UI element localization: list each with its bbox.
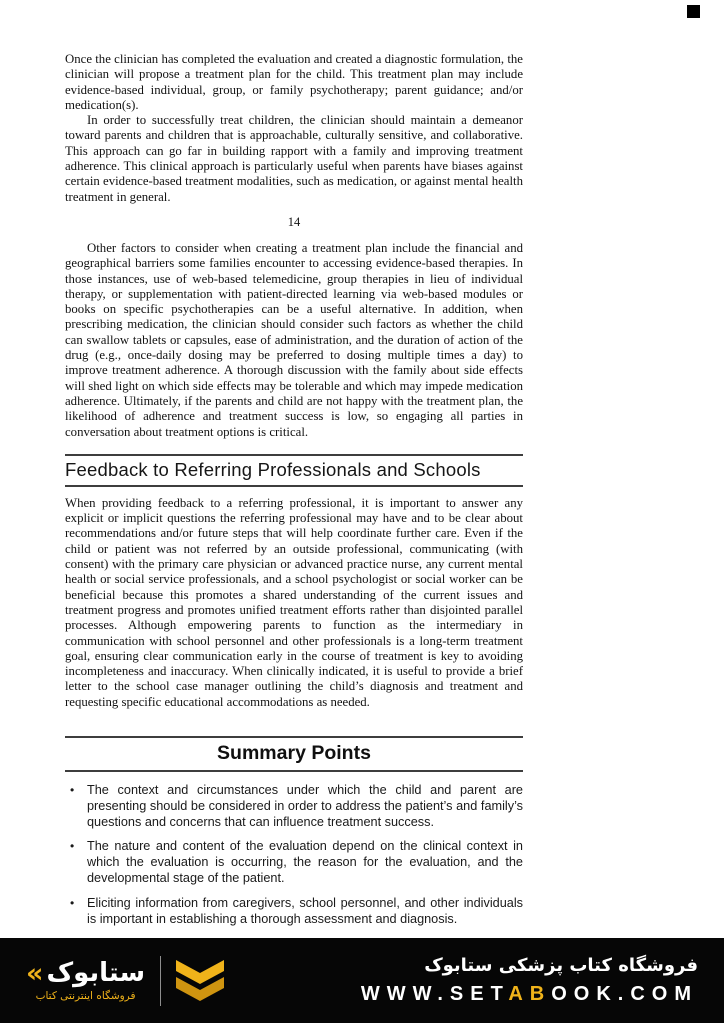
footer-text-group <box>361 955 698 1006</box>
url-segment: WWW.SET <box>360 983 509 1005</box>
feedback-section-heading <box>65 454 523 487</box>
summary-points-heading <box>65 736 523 772</box>
store-name: فروشگاه کتاب پزشکی ستابوک <box>424 955 698 976</box>
summary-point-text: The context and circumstances under which the child and parent are presenting should be considered in order to address the patient’s and family’s questions and concerns that can influence treatment success. <box>87 782 523 829</box>
section-heading-text: Feedback to Referring Professionals and Schools <box>65 458 481 480</box>
page-content <box>65 52 523 936</box>
body-paragraph: Once the clinician has completed the evaluation and created a diagnostic formulation, the clinician will propose a treatment plan for the child. This treatment plan may include evidence-based individual, group, or family psychotherapy; parent guidance; and/or medication(s). <box>65 52 523 112</box>
url-segment: OOK.COM <box>551 983 698 1005</box>
footer-logo-group <box>26 956 224 1006</box>
summary-points-list <box>65 783 523 927</box>
url-segment: B <box>529 983 552 1005</box>
bullet-icon: • <box>70 782 75 797</box>
bullet-icon: • <box>70 895 75 910</box>
logo-tagline: فروشگاه اینترنتی کتاب <box>35 990 136 1003</box>
bullet-icon: • <box>70 839 75 854</box>
summary-point-item <box>70 783 523 830</box>
page-number: 14 <box>287 214 301 229</box>
body-paragraph: Other factors to consider when creating a treatment plan include the financial and geographical barriers some families encounter to accessing evidence-based therapies. In those instances, use of web-based telemedicine, group therapies in lieu of individual therapy, or supplementation with patient-directed learning via web-based modules or books on specific psychotherapies can be a useful alternative. In addition, when prescribing medication, the clinician should consider such factors as whether the child can swallow tablets or capsules, ease of administration, and the duration of action of the drug (e.g., once-daily dosing may be preferred to dosing multiple times a day) to improve treatment adherence. A thorough discussion with the family about side effects will shed light on which side effects may be tolerable and which may impede medication adherence. Ultimately, if the parents and child are not happy with the treatment plan, the likelihood of adherence and treatment success is low, so engaging all parties in conversation about treatment options is critical. <box>65 240 523 439</box>
body-paragraph: In order to successfully treat children, the clinician should maintain a demeanor toward parents and children that is approachable, culturally sensitive, and collaborative. This approach can go far in building rapport with a family and improving treatment adherence. This clinical approach is particularly useful when parents have biases against certain evidence-based treatment modalities, such as medication, or against mental health treatment in general. <box>65 113 523 204</box>
body-paragraph: When providing feedback to a referring professional, it is important to answer any explicit or implicit questions the referring professional may have and to be clear about recommendations and/or future steps that will help coordinate further care. Even if the child or patient was not referred by an outside professional, communicating (with consent) with the primary care physician or advanced practice nurse, any current mental health or social service professionals, and a school psychologist or social worker can be beneficial because this promotes a shared understanding of the current issues and treatment progress and promotes unified treatment efforts rather than disjointed parallel processes. Although empowering parents to function as the intermediary in communication with school personnel and other professionals is a long-term treatment goal, ensuring clear communication early in the course of treatment is key to avoiding incompleteness and inaccuracy. When clinically indicated, it is useful to provide a brief letter to the school case manager outlining the child’s diagnosis and treatment and requesting specific educational accommodations as needed. <box>65 495 523 709</box>
page-corner-mark <box>687 5 700 18</box>
url-segment: A <box>508 983 530 1005</box>
website-url <box>361 983 698 1006</box>
summary-point-text: The nature and content of the evaluation depend on the clinical context in which the evaluation is occurring, the reason for the evaluation, and the developmental stage of the patient. <box>87 839 523 885</box>
summary-point-item <box>70 839 523 886</box>
footer-divider <box>160 956 161 1006</box>
book-chevron-icon <box>176 960 224 1002</box>
summary-point-item <box>70 896 523 928</box>
logo-wordmark: ستابوک <box>46 957 146 988</box>
logo-chevron-icon: « <box>26 957 44 989</box>
section-heading-text: Summary Points <box>217 741 371 764</box>
footer-banner <box>0 938 724 1023</box>
setabook-logo <box>26 959 145 1003</box>
summary-point-text: Eliciting information from caregivers, school personnel, and other individuals is important in establishing a thorough assessment and diagnosis. <box>87 895 523 926</box>
